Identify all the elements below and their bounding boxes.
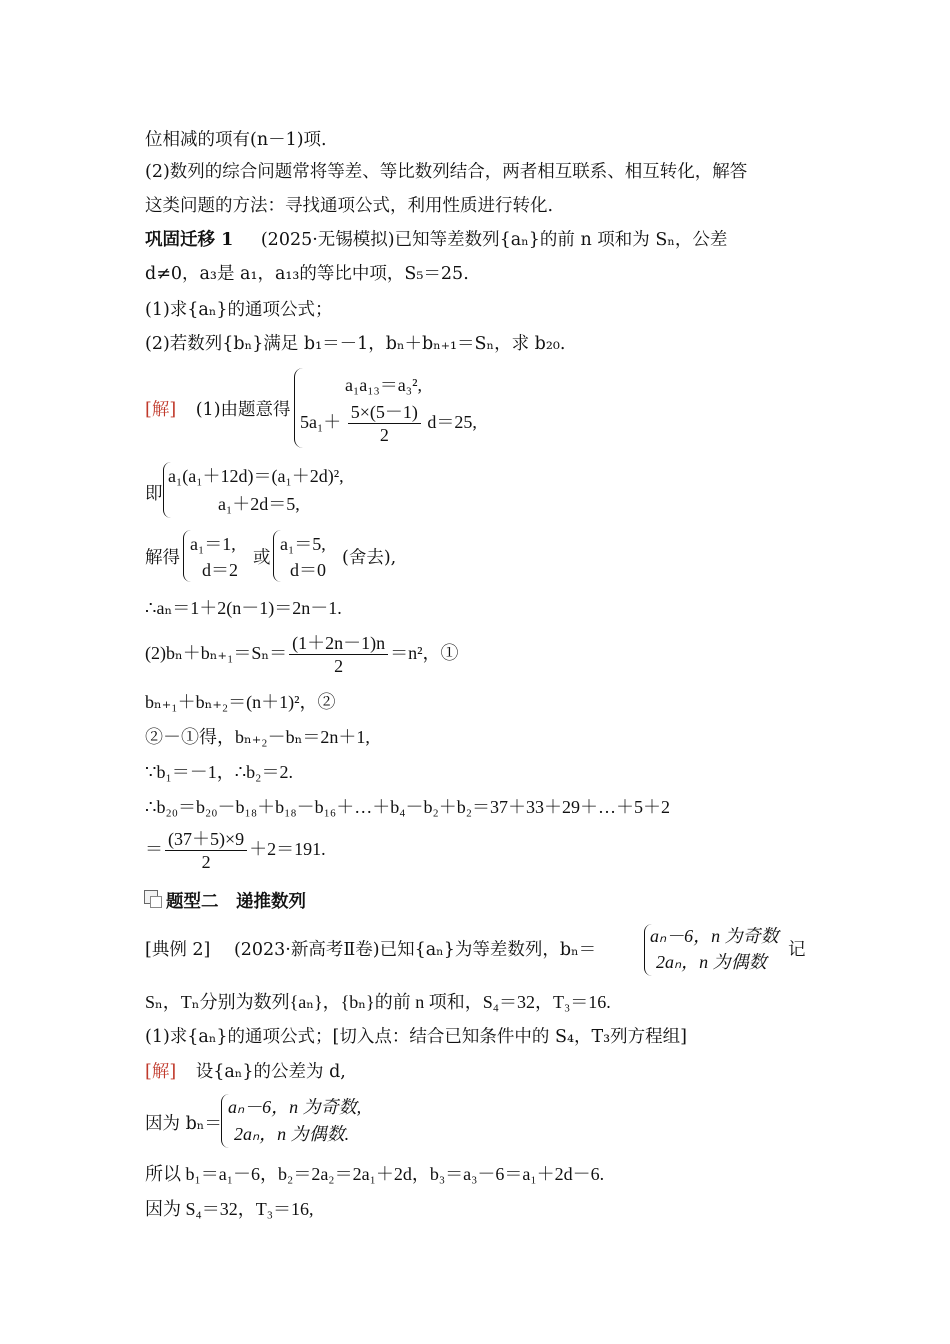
example-2-because: 因为 bₙ＝: [145, 1114, 222, 1134]
practice-1-label: 巩固迁移 1: [145, 230, 234, 250]
jiede-label: 解得: [145, 548, 180, 568]
intro-line-1: 位相减的项有(n－1)项.: [145, 130, 327, 150]
system-1-row-2: [300, 402, 477, 446]
solution-1-intro-text: (1)由题意得: [195, 400, 291, 420]
part-2-line-7-left: ＝: [145, 839, 163, 859]
an-formula: ∴aₙ＝1＋2(n－1)＝2n－1.: [145, 598, 342, 618]
practice-1-stem-2: d≠0，a₃是 a₁，a₁₃的等比中项，S₅＝25.: [145, 264, 469, 284]
practice-1-source: (2025·无锡模拟): [260, 230, 395, 250]
practice-1-stem: [145, 228, 727, 252]
part-2-line-7-right: ＋2＝191.: [249, 839, 326, 859]
example-2-case-2: 2aₙ，n 为偶数: [656, 952, 767, 972]
example-2-stem-2: Sₙ，Tₙ分别为数列{aₙ}，{bₙ}的前 n 项和，S₄＝32，T₃＝16.: [145, 992, 611, 1012]
system-1-fraction-denominator: 2: [379, 425, 389, 445]
intro-line-3: 这类问题的方法：寻找通项公式，利用性质进行转化.: [145, 196, 554, 216]
part-2-denominator: 2: [334, 655, 344, 676]
example-2-case-2b: 2aₙ，n 为偶数.: [234, 1124, 350, 1144]
system-1-fraction: [348, 402, 421, 446]
shequ-label: (舍去),: [342, 548, 397, 568]
system-1-row-2-left: 5a₁＋: [300, 412, 342, 433]
example-2-solution-start: [145, 1060, 346, 1084]
part-2-fraction: [289, 633, 388, 677]
part-2-equation: [145, 630, 459, 677]
solution-tag: [解]: [145, 400, 177, 420]
section-2-title: 题型二 递推数列: [166, 892, 306, 912]
part-2-numerator: (1＋2n－1)n: [289, 633, 388, 655]
example-2-solution-tag: [解]: [145, 1062, 177, 1082]
system-2-row-1: a₁(a₁＋12d)＝(a₁＋2d)²,: [168, 466, 344, 486]
system-1-fraction-numerator: 5×(5－1): [348, 402, 421, 424]
part-2-line-6: ∴b₂₀＝b₂₀－b₁₈＋b₁₈－b₁₆＋…＋b₄－b₂＋b₂＝37＋33＋29＋…＋5＋2: [145, 797, 671, 817]
part-2-right: ＝n²，①: [390, 643, 459, 663]
example-2-source: (2023·新高考Ⅱ卷): [233, 940, 380, 960]
part-2-line-7: [145, 826, 326, 873]
system-1-row-2-right: d＝25,: [427, 412, 477, 433]
part-2-line-4: ②－①得，bₙ₊₂－bₙ＝2n＋1,: [145, 727, 370, 747]
example-2-ji: 记: [788, 940, 806, 960]
system-3-row-1: a₁＝1,: [190, 534, 236, 554]
example-2-line-3: 所以 b₁＝a₁－6，b₂＝2a₂＝2a₁＋2d，b₃＝a₃－6＝a₁＋2d－6.: [145, 1164, 605, 1184]
part-2-line-5: ∵b₁＝－1，∴b₂＝2.: [145, 762, 293, 782]
system-3-row-2: d＝2: [202, 560, 238, 580]
example-2-case-1: aₙ－6，n 为奇数: [650, 926, 779, 946]
part-2-left: (2)bₙ＋bₙ₊₁＝Sₙ＝: [145, 643, 288, 663]
section-icon-overlay: [150, 896, 162, 908]
example-2-case-1b: aₙ－6，n 为奇数,: [228, 1097, 362, 1117]
example-2-label: [典例 2]: [145, 940, 211, 960]
part-2-line-7-numerator: (37＋5)×9: [165, 829, 247, 851]
part-2-line-7-fraction: [165, 829, 247, 873]
system-1-row-1: a₁a₁₃＝a₃²,: [345, 375, 422, 395]
huo-label: 或: [253, 548, 271, 568]
example-2-line-4: 因为 S₄＝32，T₃＝16,: [145, 1199, 314, 1219]
example-2-solution-text: 设{aₙ}的公差为 d,: [195, 1062, 346, 1082]
practice-1-question-1: (1)求{aₙ}的通项公式；: [145, 300, 333, 320]
practice-1-stem-text: 已知等差数列{aₙ}的前 n 项和为 Sₙ，公差: [394, 230, 728, 250]
practice-1-question-2: (2)若数列{bₙ}满足 b₁＝－1，bₙ＋bₙ₊₁＝Sₙ，求 b₂₀.: [145, 334, 566, 354]
intro-line-2: (2)数列的综合问题常将等差、等比数列结合，两者相互联系、相互转化，解答: [145, 162, 748, 182]
example-2-stem: [145, 938, 596, 962]
solution-1-intro: [145, 398, 291, 422]
system-4-row-2: d＝0: [290, 560, 326, 580]
part-2-line-7-denominator: 2: [201, 851, 211, 872]
example-2-stem-text: 已知{aₙ}为等差数列，bₙ＝: [379, 940, 597, 960]
system-4-row-1: a₁＝5,: [280, 534, 326, 554]
example-2-question-1: (1)求{aₙ}的通项公式；[切入点：结合已知条件中的 S₄，T₃列方程组]: [145, 1027, 687, 1047]
system-2-row-2: a₁＋2d＝5,: [218, 494, 300, 514]
part-2-line-3: bₙ₊₁＋bₙ₊₂＝(n＋1)²，②: [145, 692, 336, 712]
ji-label: 即: [145, 484, 163, 504]
